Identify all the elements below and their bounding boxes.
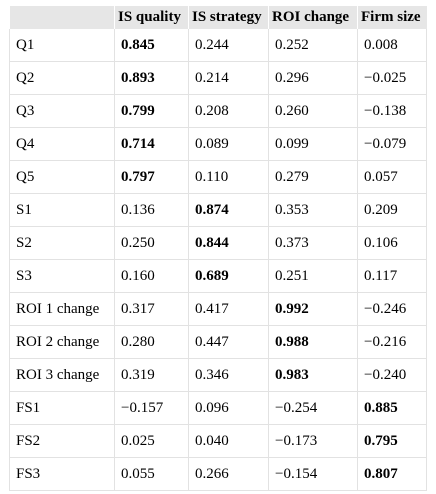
table-cell: 0.266 bbox=[189, 458, 269, 491]
row-label: FS3 bbox=[10, 458, 115, 491]
table-cell: 0.057 bbox=[358, 161, 427, 194]
table-row bbox=[10, 458, 427, 491]
table-row bbox=[10, 425, 427, 458]
table-row bbox=[10, 260, 427, 293]
table-cell: 0.160 bbox=[115, 260, 189, 293]
table-row bbox=[10, 293, 427, 326]
table-cell: 0.296 bbox=[269, 62, 358, 95]
table-cell: 0.214 bbox=[189, 62, 269, 95]
table-cell: 0.346 bbox=[189, 359, 269, 392]
table-cell: 0.417 bbox=[189, 293, 269, 326]
loadings-table-container bbox=[9, 6, 426, 491]
table-cell: 0.988 bbox=[269, 326, 358, 359]
table-cell: 0.025 bbox=[115, 425, 189, 458]
table-cell: 0.260 bbox=[269, 95, 358, 128]
table-cell: 0.040 bbox=[189, 425, 269, 458]
header-is-quality: IS quality bbox=[115, 6, 189, 29]
table-cell: 0.251 bbox=[269, 260, 358, 293]
table-row bbox=[10, 29, 427, 62]
table-cell: 0.280 bbox=[115, 326, 189, 359]
table-cell: −0.254 bbox=[269, 392, 358, 425]
row-label: ROI 2 change bbox=[10, 326, 115, 359]
table-cell: −0.079 bbox=[358, 128, 427, 161]
table-cell: 0.096 bbox=[189, 392, 269, 425]
table-cell: 0.689 bbox=[189, 260, 269, 293]
table-cell: 0.106 bbox=[358, 227, 427, 260]
table-cell: 0.252 bbox=[269, 29, 358, 62]
header-is-strategy: IS strategy bbox=[189, 6, 269, 29]
table-cell: 0.136 bbox=[115, 194, 189, 227]
table-cell: 0.209 bbox=[358, 194, 427, 227]
table-cell: 0.250 bbox=[115, 227, 189, 260]
table-cell: −0.138 bbox=[358, 95, 427, 128]
table-cell: 0.319 bbox=[115, 359, 189, 392]
table-cell: 0.874 bbox=[189, 194, 269, 227]
table-cell: 0.714 bbox=[115, 128, 189, 161]
row-label: ROI 1 change bbox=[10, 293, 115, 326]
header-roi-change: ROI change bbox=[269, 6, 358, 29]
loadings-table bbox=[9, 6, 427, 491]
row-label: Q5 bbox=[10, 161, 115, 194]
row-label: ROI 3 change bbox=[10, 359, 115, 392]
table-cell: −0.246 bbox=[358, 293, 427, 326]
table-cell: −0.216 bbox=[358, 326, 427, 359]
table-cell: 0.208 bbox=[189, 95, 269, 128]
table-cell: −0.173 bbox=[269, 425, 358, 458]
row-label: Q3 bbox=[10, 95, 115, 128]
table-cell: 0.844 bbox=[189, 227, 269, 260]
table-row bbox=[10, 359, 427, 392]
table-cell: 0.279 bbox=[269, 161, 358, 194]
table-cell: −0.157 bbox=[115, 392, 189, 425]
table-cell: −0.240 bbox=[358, 359, 427, 392]
table-row bbox=[10, 392, 427, 425]
table-row bbox=[10, 128, 427, 161]
table-row bbox=[10, 161, 427, 194]
table-cell: −0.154 bbox=[269, 458, 358, 491]
table-cell: 0.055 bbox=[115, 458, 189, 491]
table-cell: 0.807 bbox=[358, 458, 427, 491]
table-header bbox=[10, 6, 427, 29]
table-cell: 0.983 bbox=[269, 359, 358, 392]
table-cell: 0.885 bbox=[358, 392, 427, 425]
row-label: S2 bbox=[10, 227, 115, 260]
table-row bbox=[10, 227, 427, 260]
table-row bbox=[10, 194, 427, 227]
table-cell: 0.893 bbox=[115, 62, 189, 95]
table-cell: 0.244 bbox=[189, 29, 269, 62]
row-label: FS2 bbox=[10, 425, 115, 458]
table-cell: 0.110 bbox=[189, 161, 269, 194]
row-label: S3 bbox=[10, 260, 115, 293]
table-cell: 0.099 bbox=[269, 128, 358, 161]
table-cell: 0.447 bbox=[189, 326, 269, 359]
table-cell: 0.117 bbox=[358, 260, 427, 293]
row-label: Q2 bbox=[10, 62, 115, 95]
table-row bbox=[10, 95, 427, 128]
table-cell: 0.992 bbox=[269, 293, 358, 326]
table-cell: 0.795 bbox=[358, 425, 427, 458]
header-cell-empty bbox=[10, 6, 115, 29]
table-body bbox=[10, 29, 427, 491]
table-cell: 0.353 bbox=[269, 194, 358, 227]
table-row bbox=[10, 62, 427, 95]
row-label: FS1 bbox=[10, 392, 115, 425]
header-firm-size: Firm size bbox=[358, 6, 427, 29]
table-cell: 0.089 bbox=[189, 128, 269, 161]
row-label: S1 bbox=[10, 194, 115, 227]
row-label: Q4 bbox=[10, 128, 115, 161]
table-cell: 0.799 bbox=[115, 95, 189, 128]
table-cell: 0.845 bbox=[115, 29, 189, 62]
header-row bbox=[10, 6, 427, 29]
table-cell: 0.797 bbox=[115, 161, 189, 194]
table-cell: 0.373 bbox=[269, 227, 358, 260]
table-row bbox=[10, 326, 427, 359]
table-cell: 0.317 bbox=[115, 293, 189, 326]
row-label: Q1 bbox=[10, 29, 115, 62]
table-cell: 0.008 bbox=[358, 29, 427, 62]
table-cell: −0.025 bbox=[358, 62, 427, 95]
